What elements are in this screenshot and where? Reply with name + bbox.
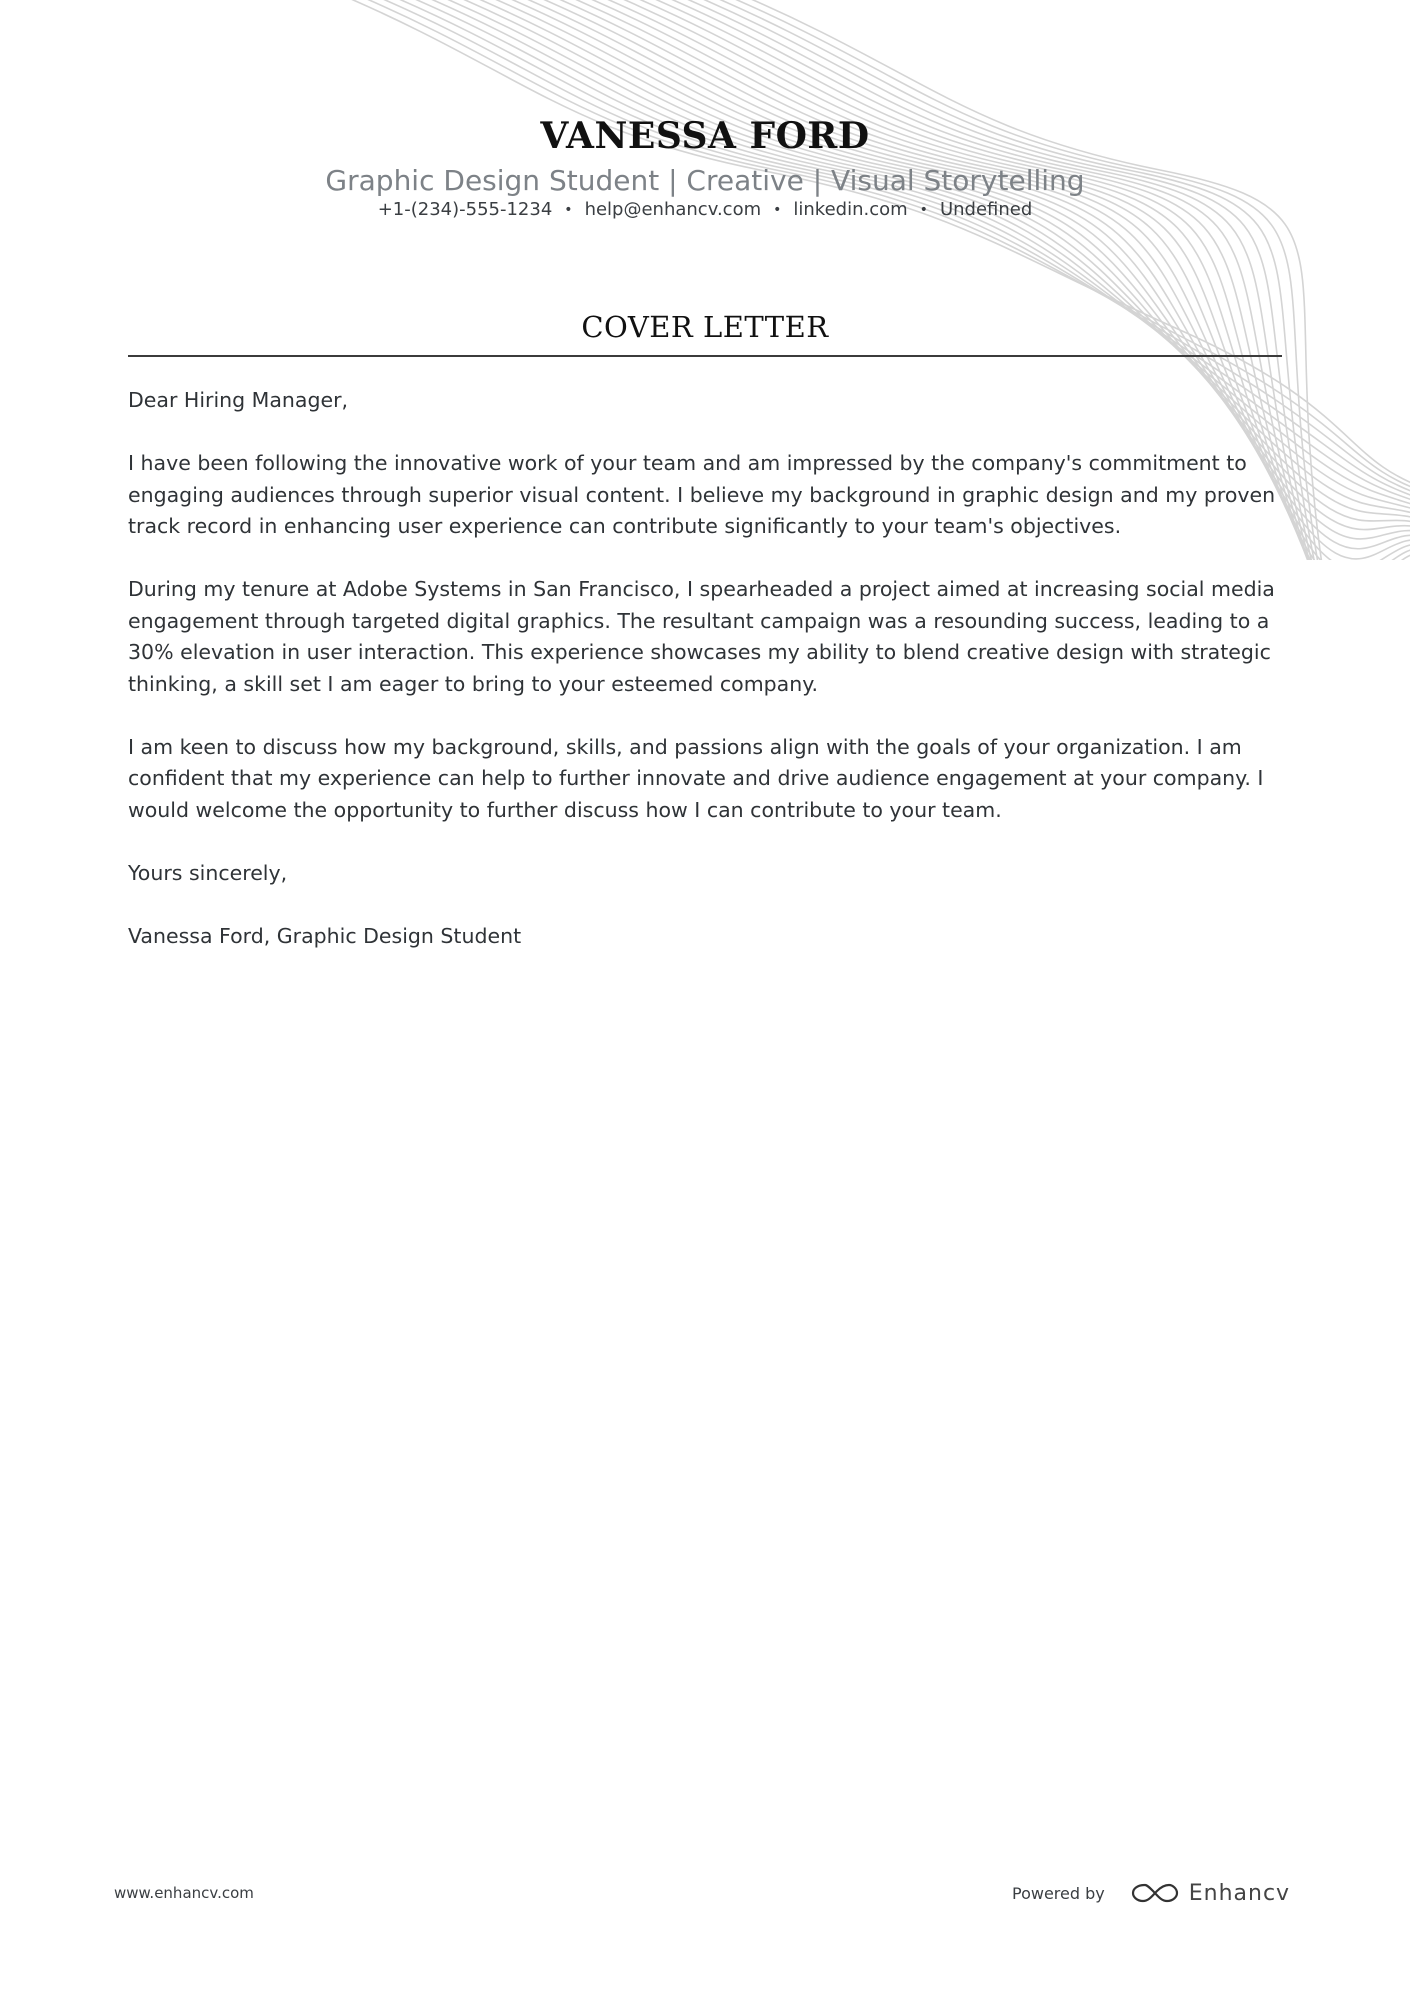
section-title: COVER LETTER [581, 310, 829, 344]
letter-body [128, 385, 1288, 984]
footer-website-link[interactable]: www.enhancv.com [114, 1884, 254, 1902]
bullet-separator: • [564, 202, 573, 218]
powered-by-label: Powered by [1012, 1883, 1105, 1903]
paragraph-2: During my tenure at Adobe Systems in San Francisco, I spearheaded a project aimed at increasing social media engagement through targeted digital graphics. The resultant campaign was a resounding success, leading to a 30% elevation in user interaction. This experience showcases my ability to blend creative design with strategic thinking, a skill set I am eager to bring to your esteemed company. [128, 577, 1275, 696]
enhancv-brand-name: Enhancv [1188, 1880, 1291, 1906]
location: Undefined [939, 199, 1033, 220]
candidate-headline: Graphic Design Student | Creative | Visual Storytelling [325, 164, 1085, 197]
greeting: Dear Hiring Manager, [128, 388, 349, 412]
closing: Yours sincerely, [128, 860, 288, 885]
paragraph-3: I am keen to discuss how my background, skills, and passions align with the goals of your organization. I am confident that my experience can help to further innovate and drive audience engagement at your company. I would welcome the opportunity to further discuss how I can contribute to your team. [128, 734, 1264, 822]
email-link[interactable]: help@enhancv.com [584, 199, 762, 220]
signature: Vanessa Ford, Graphic Design Student [128, 923, 522, 948]
linkedin-link[interactable]: linkedin.com [793, 199, 908, 220]
bullet-separator: • [773, 202, 782, 218]
contact-info [0, 197, 1410, 223]
paragraph-1: I have been following the innovative work of your team and am impressed by the company's commitment to engaging audiences through superior visual content. I believe my background in graphic design and my proven track record in enhancing user experience can contribute significantly to your team's objectives. [128, 451, 1276, 538]
phone-number[interactable]: +1-(234)-555-1234 [377, 199, 553, 220]
candidate-name: VANESSA FORD [540, 115, 870, 157]
enhancv-logo-icon [1131, 1881, 1179, 1905]
footer-branding[interactable] [1012, 1874, 1290, 1912]
section-divider [128, 355, 1282, 357]
bullet-separator: • [919, 202, 928, 218]
